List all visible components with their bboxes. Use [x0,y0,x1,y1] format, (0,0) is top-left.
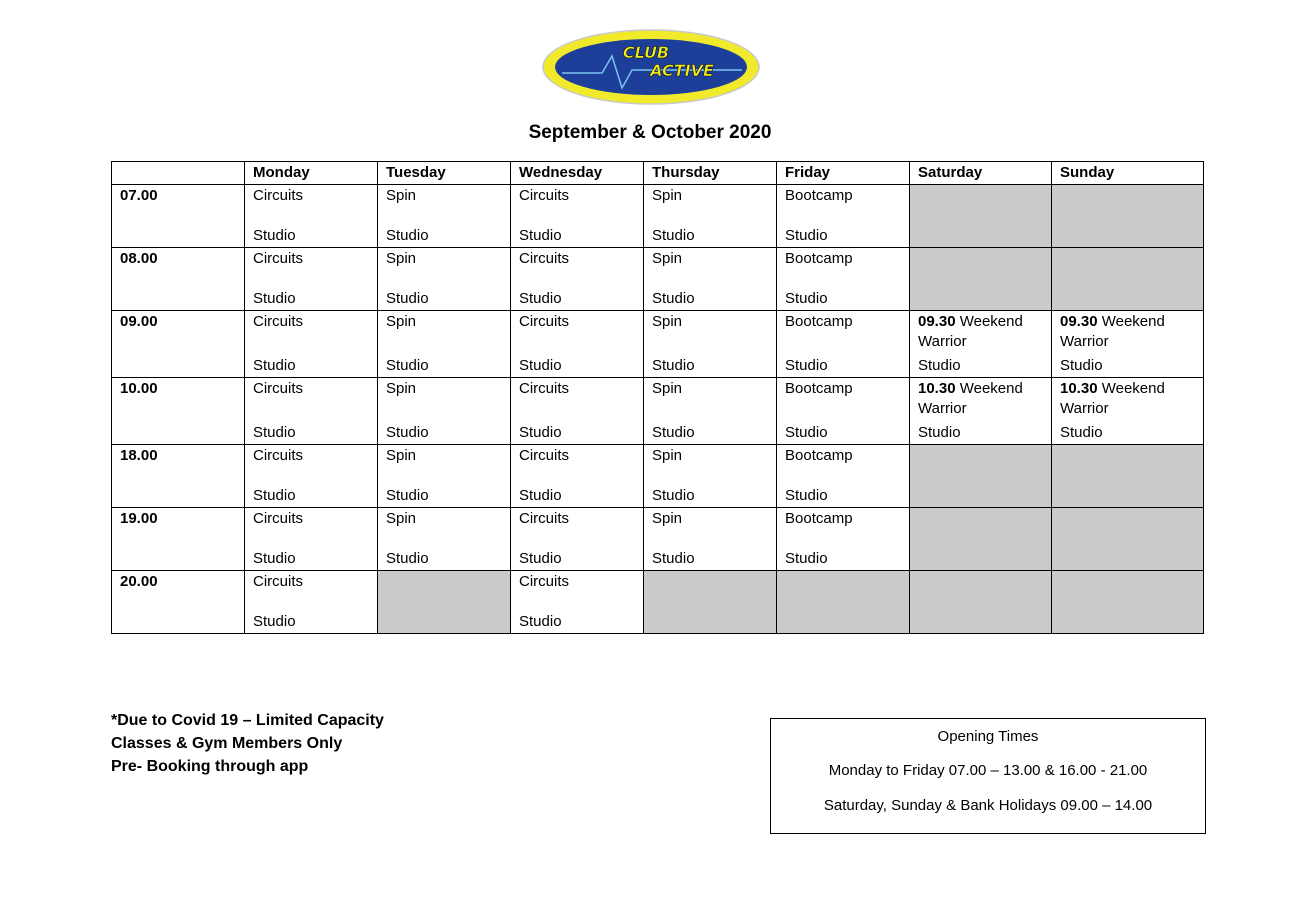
class-title-cont: Warrior [1060,333,1109,350]
class-location: Studio [785,550,828,567]
class-title: Weekend [1101,379,1165,397]
class-cell [644,507,777,570]
class-name [918,379,1043,420]
class-name: Bootcamp [785,509,853,527]
class-cell [511,570,644,633]
timetable-row [112,377,1204,444]
class-location: Studio [386,357,429,374]
class-cell [910,310,1052,377]
day-header: Saturday [910,162,1052,185]
class-name: Circuits [253,509,304,527]
class-name: Bootcamp [785,312,853,330]
empty-slot [910,570,1052,633]
class-cell [511,377,644,444]
class-location: Studio [519,290,562,307]
class-location: Studio [253,290,296,307]
class-location: Studio [253,550,296,567]
class-name: Circuits [519,572,570,590]
class-name: Circuits [519,446,570,464]
class-cell [511,184,644,247]
logo-line-1: CLUB [622,43,670,62]
timetable-row [112,184,1204,247]
class-name: Circuits [253,572,304,590]
class-cell [511,444,644,507]
class-cell [245,570,378,633]
class-cell [378,310,511,377]
class-location: Studio [386,550,429,567]
class-timetable [111,161,1204,634]
class-cell [245,310,378,377]
class-cell [378,444,511,507]
class-location: Studio [785,424,828,441]
time-slot: 19.00 [112,507,245,570]
empty-slot [910,444,1052,507]
class-location: Studio [519,613,562,630]
opening-times-heading: Opening Times [937,728,1039,745]
weekend-hours: Saturday, Sunday & Bank Holidays 09.00 – 14.00 [823,797,1153,814]
day-header: Tuesday [378,162,511,185]
covid-note [111,709,384,778]
time-slot: 09.00 [112,310,245,377]
note-line: Classes & Gym Members Only [111,735,343,752]
class-cell [378,247,511,310]
class-name: Bootcamp [785,186,853,204]
class-name: Spin [386,312,417,330]
opening-times-box [770,718,1206,834]
class-location: Studio [652,227,695,244]
day-header: Friday [777,162,910,185]
class-cell [1052,377,1204,444]
class-location: Studio [253,357,296,374]
class-name: Circuits [253,186,304,204]
class-name: Spin [652,446,683,464]
class-cell [777,247,910,310]
timetable-row [112,570,1204,633]
class-name: Circuits [519,186,570,204]
timetable-row [112,507,1204,570]
class-name [1060,312,1195,353]
empty-slot [1052,247,1204,310]
day-header: Monday [245,162,378,185]
class-location: Studio [785,357,828,374]
class-location: Studio [386,424,429,441]
day-header: Wednesday [511,162,644,185]
time-slot: 08.00 [112,247,245,310]
note-line: Pre- Booking through app [111,758,309,775]
class-location: Studio [253,227,296,244]
time-slot: 18.00 [112,444,245,507]
class-location: Studio [652,424,695,441]
class-name: Circuits [519,312,570,330]
class-cell [644,310,777,377]
class-location: Studio [253,424,296,441]
class-cell [777,444,910,507]
class-name: Circuits [519,379,570,397]
class-location: Studio [519,357,562,374]
empty-slot [1052,444,1204,507]
day-header: Thursday [644,162,777,185]
class-cell [511,507,644,570]
class-name: Circuits [519,249,570,267]
class-name [918,312,1043,353]
class-start-time: 09.30 [1060,312,1098,330]
class-location: Studio [386,487,429,504]
class-location: Studio [918,424,961,441]
corner-cell [112,162,245,185]
class-location: Studio [652,487,695,504]
class-name: Spin [386,186,417,204]
class-start-time: 09.30 [918,312,956,330]
time-slot: 20.00 [112,570,245,633]
club-active-logo [542,28,760,106]
class-name: Circuits [253,446,304,464]
class-cell [777,377,910,444]
empty-slot [1052,570,1204,633]
class-title-cont: Warrior [918,333,967,350]
class-title: Weekend [959,379,1023,397]
class-name: Circuits [253,249,304,267]
class-location: Studio [386,290,429,307]
timetable-row [112,310,1204,377]
class-title: Weekend [959,312,1023,330]
day-header: Sunday [1052,162,1204,185]
class-title: Weekend [1101,312,1165,330]
class-location: Studio [253,613,296,630]
class-name: Spin [652,186,683,204]
class-start-time: 10.30 [1060,379,1098,397]
class-location: Studio [519,227,562,244]
class-location: Studio [519,550,562,567]
time-slot: 10.00 [112,377,245,444]
empty-slot [1052,184,1204,247]
class-location: Studio [785,227,828,244]
class-name: Spin [386,509,417,527]
class-cell [644,377,777,444]
class-cell [245,444,378,507]
page-title: September & October 2020 [528,122,772,143]
empty-slot [910,507,1052,570]
class-cell [378,184,511,247]
class-name: Spin [652,379,683,397]
timetable-row [112,444,1204,507]
class-cell [777,507,910,570]
class-cell [245,507,378,570]
class-cell [245,377,378,444]
note-line: *Due to Covid 19 – Limited Capacity [111,712,384,729]
class-cell [511,247,644,310]
class-cell [378,507,511,570]
class-location: Studio [785,487,828,504]
class-cell [245,247,378,310]
class-title-cont: Warrior [918,400,967,417]
class-name: Spin [652,509,683,527]
empty-slot [910,184,1052,247]
class-name: Circuits [253,312,304,330]
class-cell [644,184,777,247]
class-name: Spin [652,312,683,330]
class-name: Circuits [519,509,570,527]
class-name: Spin [386,249,417,267]
timetable-row [112,247,1204,310]
class-start-time: 10.30 [918,379,956,397]
empty-slot [378,570,511,633]
class-name: Bootcamp [785,379,853,397]
class-name: Spin [386,446,417,464]
class-location: Studio [652,290,695,307]
empty-slot [1052,507,1204,570]
class-cell [644,247,777,310]
logo-line-2: ACTIVE [650,61,714,80]
time-slot: 07.00 [112,184,245,247]
class-name [1060,379,1195,420]
class-cell [1052,310,1204,377]
class-name: Spin [386,379,417,397]
empty-slot [644,570,777,633]
weekday-hours: Monday to Friday 07.00 – 13.00 & 16.00 - 21.00 [828,762,1148,779]
class-cell [777,310,910,377]
empty-slot [777,570,910,633]
empty-slot [910,247,1052,310]
class-name: Circuits [253,379,304,397]
class-location: Studio [785,290,828,307]
class-location: Studio [519,487,562,504]
class-name: Spin [652,249,683,267]
class-location: Studio [652,357,695,374]
class-cell [910,377,1052,444]
class-title-cont: Warrior [1060,400,1109,417]
class-location: Studio [1060,424,1103,441]
class-cell [511,310,644,377]
class-cell [378,377,511,444]
class-location: Studio [918,357,961,374]
class-location: Studio [652,550,695,567]
class-cell [644,444,777,507]
class-name: Bootcamp [785,446,853,464]
class-name: Bootcamp [785,249,853,267]
class-cell [245,184,378,247]
class-cell [777,184,910,247]
class-location: Studio [253,487,296,504]
class-location: Studio [386,227,429,244]
header-row [112,162,1204,185]
class-location: Studio [519,424,562,441]
class-location: Studio [1060,357,1103,374]
